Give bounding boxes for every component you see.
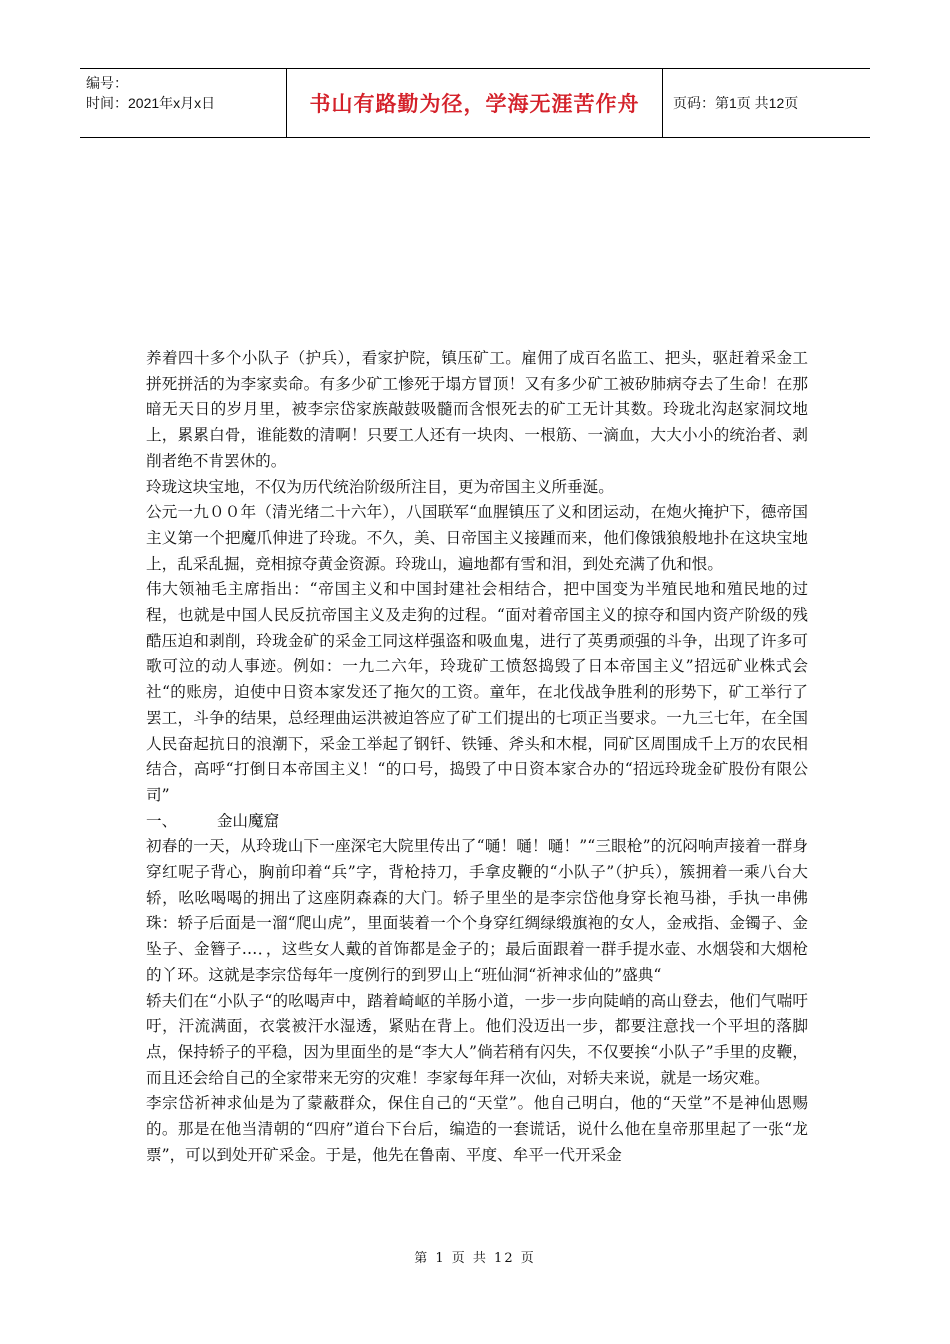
page-info-text: 页码：第1页 共12页 [673,95,799,111]
paragraph: 玲珑这块宝地，不仅为历代统治阶级所注目，更为帝国主义所垂涎。 [146,477,614,496]
header-motto-cell [287,69,663,137]
paragraph: 伟大领袖毛主席指出：“帝国主义和中国封建社会相结合，把中国变为半殖民地和殖民地的过程，也就是中国人民反抗帝国主义及走狗的过程。“面对着帝国主义的掠夺和国内资产阶级的残酷压迫和剥削，玲珑金矿的采金工同这样强盗和吸血鬼，进行了英勇顽强的斗争，出现了许多可歌可泣的动人事迹。例如：一九二六年，玲珑矿工愤怒捣毁了日本帝国主义”招远矿业株式会社“的账房，迫使中日资本家发还了拖欠的工资。童年，在北伐战争胜利的形势下，矿工举行了罢工，斗争的结果，总经理曲运洪被迫答应了矿工们提出的七项正当要求。一九三七年，在全国人民奋起抗日的浪潮下，采金工举起了钢钎、铁锤、斧头和木棍，同矿区周围成千上万的农民相结合，高呼“打倒日本帝国主义！“的口号，捣毁了中日资本家合办的“招远玲珑金矿股份有限公司” [146,580,808,804]
page-footer [0,1247,950,1266]
paragraph: 李宗岱祈神求仙是为了蒙蔽群众，保住自己的“天堂”。他自己明白，他的“天堂”不是神仙恩赐的。那是在他当清朝的“四府”道台下台后，编造的一套谎话，说什么他在皇帝那里起了一张“龙票”，可以到处开矿采金。于是，他先在鲁南、平度、牟平一代开采金 [146,1094,808,1164]
paragraph: 公元一九００年（清光绪二十六年），八国联军“血腥镇压了义和团运动，在炮火掩护下，德帝国主义第一个把魔爪伸进了玲珑。不久，美、日帝国主义接踵而来，他们像饿狼般地扑在这块宝地上，乱采乱掘，竞相掠夺黄金资源。玲珑山，遍地都有雪和泪，到处充满了仇和恨。 [146,503,808,573]
motto-text: 书山有路勤为径，学海无涯苦作舟 [309,93,640,116]
document-number-label: 编号： [86,75,128,91]
page-header [80,68,870,138]
footer-page-number: 第 1 页 共 12 页 [414,1251,536,1266]
header-page-info [663,69,870,137]
section-heading: 一、 金山魔窟 [146,811,280,830]
paragraph: 初春的一天，从玲珑山下一座深宅大院里传出了“嗵！嗵！嗵！”“三眼枪”的沉闷响声接着一群身穿红呢子背心，胸前印着“兵”字，背枪持刀，手拿皮鞭的“小队子”（护兵），簇拥着一乘八台大轿，吆吆喝喝的拥出了这座阴森森的大门。轿子里坐的是李宗岱他身穿长袍马褂，手执一串佛珠：轿子后面是一溜“爬山虎”，里面装着一个个身穿红绸绿缎旗袍的女人，金戒指、金镯子、金坠子、金簪子…．，这些女人戴的首饰都是金子的；最后面跟着一群手提水壶、水烟袋和大烟枪的丫环。这就是李宗岱每年一度例行的到罗山上“班仙洞“祈神求仙的”盛典“ [146,837,808,984]
document-body [146,346,808,1169]
paragraph: 养着四十多个小队子（护兵），看家护院，镇压矿工。雇佣了成百名监工、把头，驱赶着采金工拼死拼活的为李家卖命。有多少矿工惨死于塌方冒顶！又有多少矿工被矽肺病夺去了生命！在那暗无天日的岁月里，被李宗岱家族敲鼓吸髓而含恨死去的矿工无计其数。玲珑北沟赵家洞坟地上，累累白骨，谁能数的清啊！只要工人还有一块肉、一根筋、一滴血，大大小小的统治者、剥削者绝不肯罢休的。 [146,349,808,470]
paragraph: 轿夫们在“小队子“的吆喝声中，踏着崎岖的羊肠小道，一步一步向陡峭的高山登去，他们气喘吁吁，汗流满面，衣裳被汗水湿透，紧贴在背上。他们没迈出一步，都要注意找一个平坦的落脚点，保持轿子的平稳，因为里面坐的是“李大人”倘若稍有闪失，不仅要挨“小队子”手里的皮鞭，而且还会给自己的全家带来无穷的灾难！李家每年拜一次仙，对轿夫来说，就是一场灾难。 [146,991,808,1087]
header-meta [80,69,287,137]
document-date: 时间：2021年x月x日 [86,95,216,111]
